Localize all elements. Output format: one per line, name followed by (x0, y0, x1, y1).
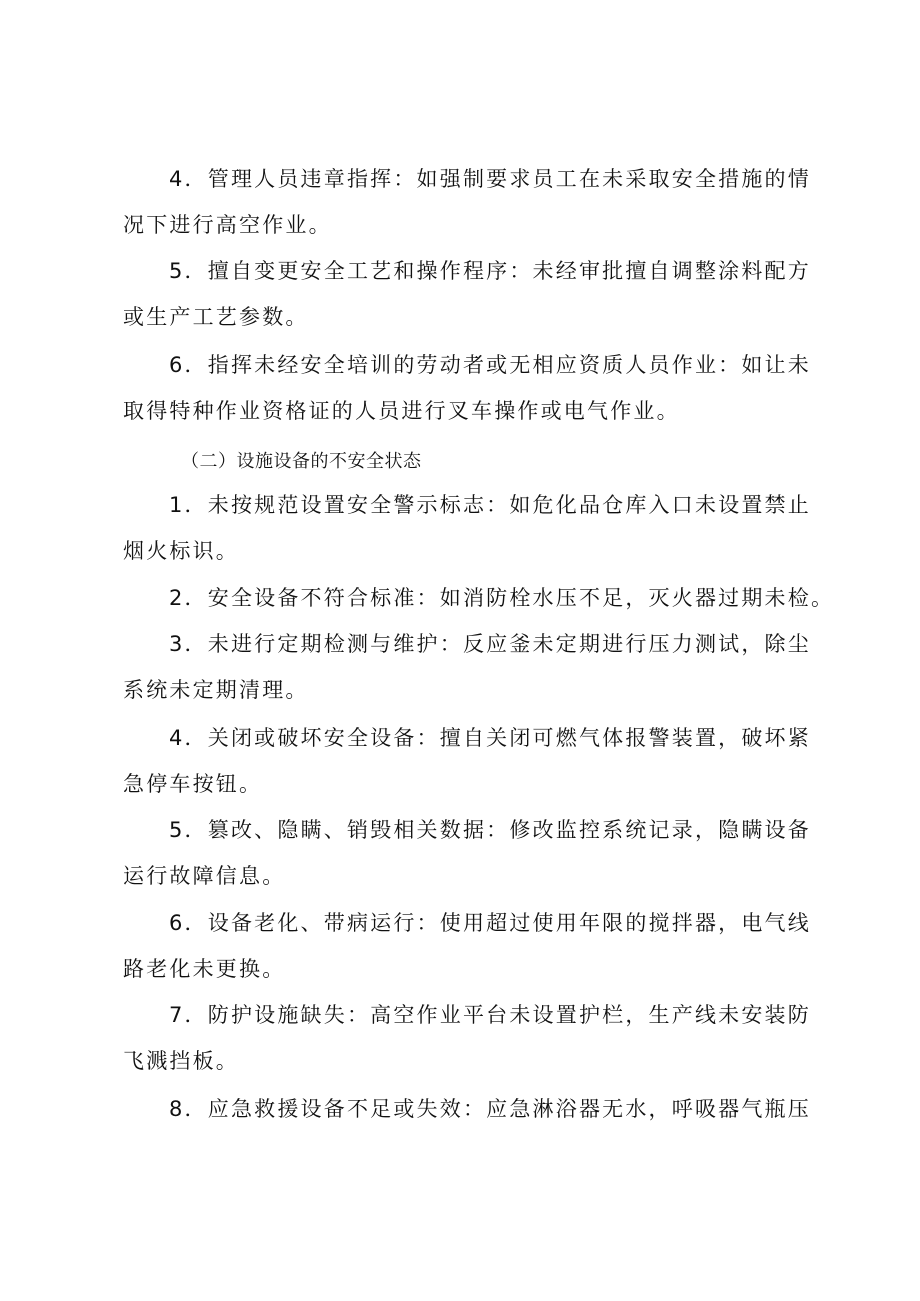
paragraph-line: 8．应急救援设备不足或失效：应急淋浴器无水，呼吸器气瓶压 (169, 1097, 811, 1121)
paragraph-line: 5．篡改、隐瞒、销毁相关数据：修改监控系统记录，隐瞒设备 (169, 818, 811, 842)
paragraph-untrained-workers (123, 342, 813, 434)
paragraph-line: 急停车按钮。 (123, 772, 263, 796)
paragraph-line: 1．未按规范设置安全警示标志：如危化品仓库入口未设置禁止 (169, 493, 811, 517)
paragraph-aging-equipment (123, 900, 813, 992)
paragraph-line: 6．设备老化、带病运行：使用超过使用年限的搅拌器，电气线 (169, 911, 811, 935)
paragraph-line: 运行故障信息。 (123, 864, 286, 888)
paragraph-emergency-equipment (123, 1086, 813, 1132)
paragraph-line: 飞溅挡板。 (123, 1049, 239, 1073)
paragraph-line: 系统未定期清理。 (123, 678, 309, 702)
paragraph-line: 路老化未更换。 (123, 957, 286, 981)
paragraph-line: 7．防护设施缺失：高空作业平台未设置护栏，生产线未安装防 (169, 1003, 811, 1027)
paragraph-process-change (123, 248, 813, 340)
paragraph-line: 3．未进行定期检测与维护：反应釜未定期进行压力测试，除尘 (169, 632, 811, 656)
paragraph-line: 烟火标识。 (123, 539, 239, 563)
paragraph-inspection-maintenance (123, 621, 813, 713)
paragraph-line: 4．管理人员违章指挥：如强制要求员工在未采取安全措施的情 (169, 167, 811, 191)
paragraph-line: 5．擅自变更安全工艺和操作程序：未经审批擅自调整涂料配方 (169, 259, 811, 283)
paragraph-line: 6．指挥未经安全培训的劳动者或无相应资质人员作业：如让未 (169, 353, 811, 377)
paragraph-warning-signs (123, 482, 813, 574)
paragraph-disabled-equipment (123, 715, 813, 807)
paragraph-missing-protection (123, 992, 813, 1084)
paragraph-substandard-equipment (123, 575, 835, 621)
paragraph-line: 4．关闭或破坏安全设备：擅自关闭可燃气体报警装置，破坏紧 (169, 726, 811, 750)
paragraph-data-tampering (123, 807, 813, 899)
paragraph-line: 取得特种作业资格证的人员进行叉车操作或电气作业。 (123, 399, 680, 423)
paragraph-line: 或生产工艺参数。 (123, 305, 309, 329)
paragraph-line: 2．安全设备不符合标准：如消防栓水压不足，灭火器过期未检。 (169, 586, 835, 610)
paragraph-management-violation (123, 156, 813, 248)
paragraph-line: 况下进行高空作业。 (123, 213, 332, 237)
section-heading: （二）设施设备的不安全状态 (181, 451, 422, 472)
